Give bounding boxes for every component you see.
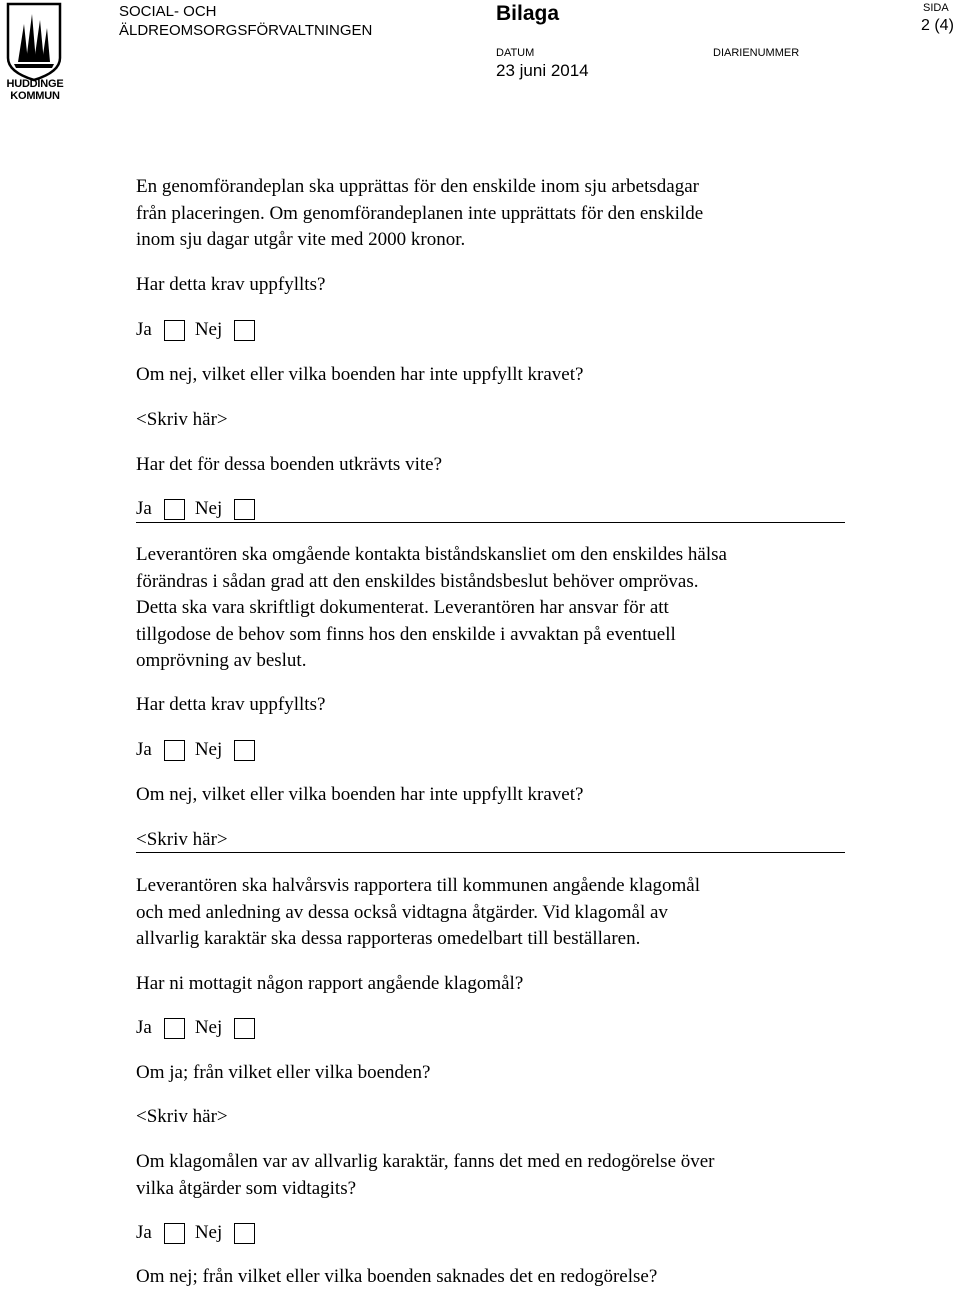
logo-text-line1: HUDDINGE (6, 78, 64, 90)
text-line: Detta ska vara skriftligt dokumenterat. Leverantören har ansvar för att (136, 597, 669, 618)
section1-paragraph (136, 174, 836, 254)
yes-no-row (136, 1221, 265, 1245)
yes-no-row (136, 1016, 265, 1040)
no-checkbox[interactable] (234, 320, 255, 341)
yes-label: Ja (136, 739, 152, 760)
section3-paragraph (136, 873, 836, 953)
no-label: Nej (194, 739, 223, 760)
question-penalty-charged: Har det för dessa boenden utkrävts vite? (136, 454, 443, 475)
yes-label: Ja (136, 319, 152, 340)
no-label: Nej (194, 1017, 223, 1038)
yes-checkbox[interactable] (164, 1018, 185, 1039)
question-requirement-met: Har detta krav uppfyllts? (136, 274, 326, 295)
org-line2: ÄLDREOMSORGSFÖRVALTNINGEN (119, 22, 373, 39)
text-line: vilka åtgärder som vidtagits? (136, 1177, 357, 1199)
yes-label: Ja (136, 498, 152, 519)
text-line: och med anledning av dessa också vidtagna åtgärder. Vid klagomål av (136, 901, 668, 923)
date-value: 23 juni 2014 (496, 61, 589, 80)
page-label: SIDA (923, 2, 949, 14)
organization-name (119, 2, 372, 40)
question-missing-report: Om nej; från vilket eller vilka boenden saknades det en redogörelse? (136, 1266, 658, 1287)
registry-number-label: DIARIENUMMER (713, 47, 800, 59)
yes-label: Ja (136, 1222, 152, 1243)
yes-no-row (136, 738, 265, 762)
text-line: Leverantören ska halvårsvis rapportera till kommunen angående klagomål (136, 875, 700, 896)
no-label: Nej (194, 319, 223, 340)
write-here-field[interactable]: <Skriv här> (136, 829, 228, 850)
document-title: Bilaga (496, 2, 560, 25)
write-here-field[interactable]: <Skriv här> (136, 409, 228, 430)
section-divider (136, 852, 845, 853)
section-divider (136, 522, 845, 523)
text-line: Leverantören ska omgående kontakta biståndskansliet om den enskildes hälsa (136, 544, 727, 565)
yes-no-row (136, 318, 265, 342)
question-serious-complaints (136, 1149, 836, 1202)
no-checkbox[interactable] (234, 1223, 255, 1244)
yes-checkbox[interactable] (164, 320, 185, 341)
text-line: tillgodose de behov som finns hos den enskilde i avvaktan på eventuell (136, 623, 676, 645)
no-checkbox[interactable] (234, 1018, 255, 1039)
no-checkbox[interactable] (234, 740, 255, 761)
date-label: DATUM (496, 47, 535, 59)
question-which-homes: Om nej, vilket eller vilka boenden har inte uppfyllt kravet? (136, 364, 584, 385)
question-which-homes: Om nej, vilket eller vilka boenden har inte uppfyllt kravet? (136, 784, 584, 805)
text-line: från placeringen. Om genomförandeplanen inte upprättats för den enskilde (136, 202, 704, 224)
section2-paragraph (136, 542, 836, 675)
logo-text-line2: KOMMUN (10, 90, 60, 102)
yes-checkbox[interactable] (164, 740, 185, 761)
yes-label: Ja (136, 1017, 152, 1038)
page-number: 2 (4) (921, 17, 954, 34)
text-line: Om klagomålen var av allvarlig karaktär, fanns det med en redogörelse över (136, 1151, 715, 1172)
text-line: förändras i sådan grad att den enskildes biståndsbeslut behöver omprövas. (136, 570, 699, 592)
yes-checkbox[interactable] (164, 499, 185, 520)
text-line: En genomförandeplan ska upprättas för den enskilde inom sju arbetsdagar (136, 176, 699, 197)
question-which-homes: Om ja; från vilket eller vilka boenden? (136, 1062, 431, 1083)
text-line: allvarlig karaktär ska dessa rapporteras omedelbart till beställaren. (136, 928, 641, 949)
no-checkbox[interactable] (234, 499, 255, 520)
org-line1: SOCIAL- OCH (119, 3, 217, 20)
logo-text (0, 78, 70, 102)
no-label: Nej (194, 1222, 223, 1243)
text-line: omprövning av beslut. (136, 650, 307, 671)
no-label: Nej (194, 498, 223, 519)
text-line: inom sju dagar utgår vite med 2000 kronor. (136, 229, 466, 250)
yes-checkbox[interactable] (164, 1223, 185, 1244)
write-here-field[interactable]: <Skriv här> (136, 1106, 228, 1127)
question-requirement-met: Har detta krav uppfyllts? (136, 694, 326, 715)
question-complaint-report: Har ni mottagit någon rapport angående klagomål? (136, 973, 524, 994)
yes-no-row (136, 497, 265, 521)
